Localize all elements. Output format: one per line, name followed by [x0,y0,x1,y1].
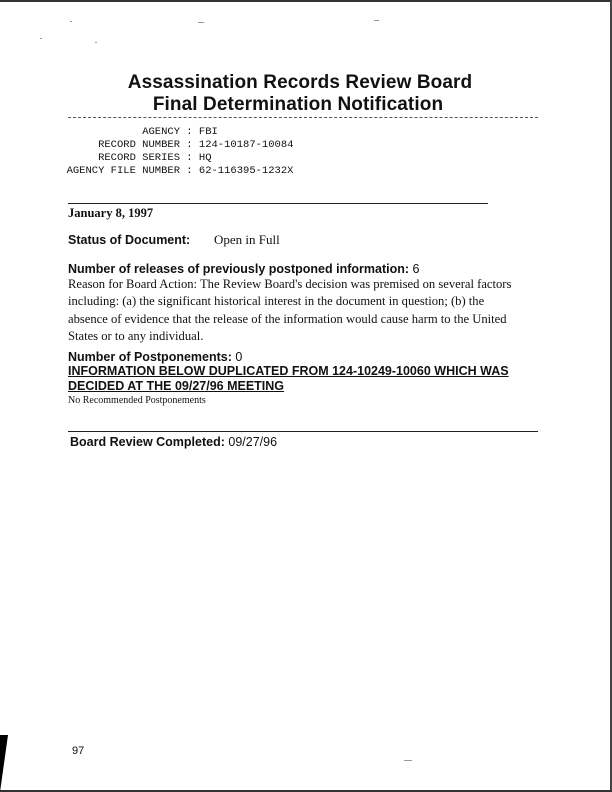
releases-row [68,262,419,276]
notification-date: January 8, 1997 [68,206,154,220]
status-value: Open in Full [214,232,280,247]
record-agency-value: FBI [198,126,218,138]
board-review-divider [68,431,538,432]
scan-left-shadow [0,735,8,792]
scan-speck [40,38,42,39]
reason-line: absence of evidence that the release of the information would cause harm to the United [68,311,507,326]
scan-speck [198,22,204,23]
page-number: 97 [72,745,85,757]
document-subtitle: Final Determination Notification [152,94,444,115]
agency-file-number-value: 62-116395-1232X [198,165,294,177]
reason-line: States or to any individual. [68,328,204,343]
record-series-label: RECORD SERIES [98,152,180,164]
record-agency-label: AGENCY [142,126,180,138]
agency-file-number-row: AGENCY FILE NUMBER : 62-116395-1232X [66,165,294,177]
reason-line: Reason for Board Action: The Review Board's decision was premised on several factors [68,277,512,291]
no-recommended-postponements: No Recommended Postponements [68,395,206,406]
date-divider [68,203,488,204]
board-review-label: Board Review Completed: [70,435,225,449]
board-review-row [70,435,277,449]
scan-speck [404,760,412,761]
releases-value: 6 [412,262,420,276]
record-number-row: RECORD NUMBER : 124-10187-10084 [66,139,293,151]
duplicated-notice [68,364,548,394]
record-number-value: 124-10187-10084 [198,139,294,151]
releases-label: Number of releases of previously postponed information: [68,262,410,276]
record-agency-row: AGENCY : FBI [66,126,218,138]
postponements-row [68,350,242,364]
reason-line: including: (a) the significant historical interest in the document in question; (b) the [68,294,485,309]
duplicated-line: DECIDED AT THE 09/27/96 MEETING [68,379,285,393]
scan-speck [374,20,379,21]
record-series-row: RECORD SERIES : HQ [66,152,212,164]
scan-speck [70,21,72,22]
agency-file-number-label: AGENCY FILE NUMBER [66,165,180,177]
scan-speck [95,42,97,43]
record-series-value: HQ [198,152,212,164]
postponements-label: Number of Postponements: [68,350,232,364]
status-label: Status of Document: [68,233,191,247]
record-number-label: RECORD NUMBER [98,139,180,151]
scan-top-edge [0,0,612,2]
board-review-value: 09/27/96 [228,435,278,449]
reason-paragraph [68,276,548,345]
postponements-value: 0 [235,350,243,364]
duplicated-line: INFORMATION BELOW DUPLICATED FROM 124-10249-10060 WHICH WAS [68,364,509,378]
document-title: Assassination Records Review Board [127,72,473,93]
header-dashed-divider [68,117,538,118]
